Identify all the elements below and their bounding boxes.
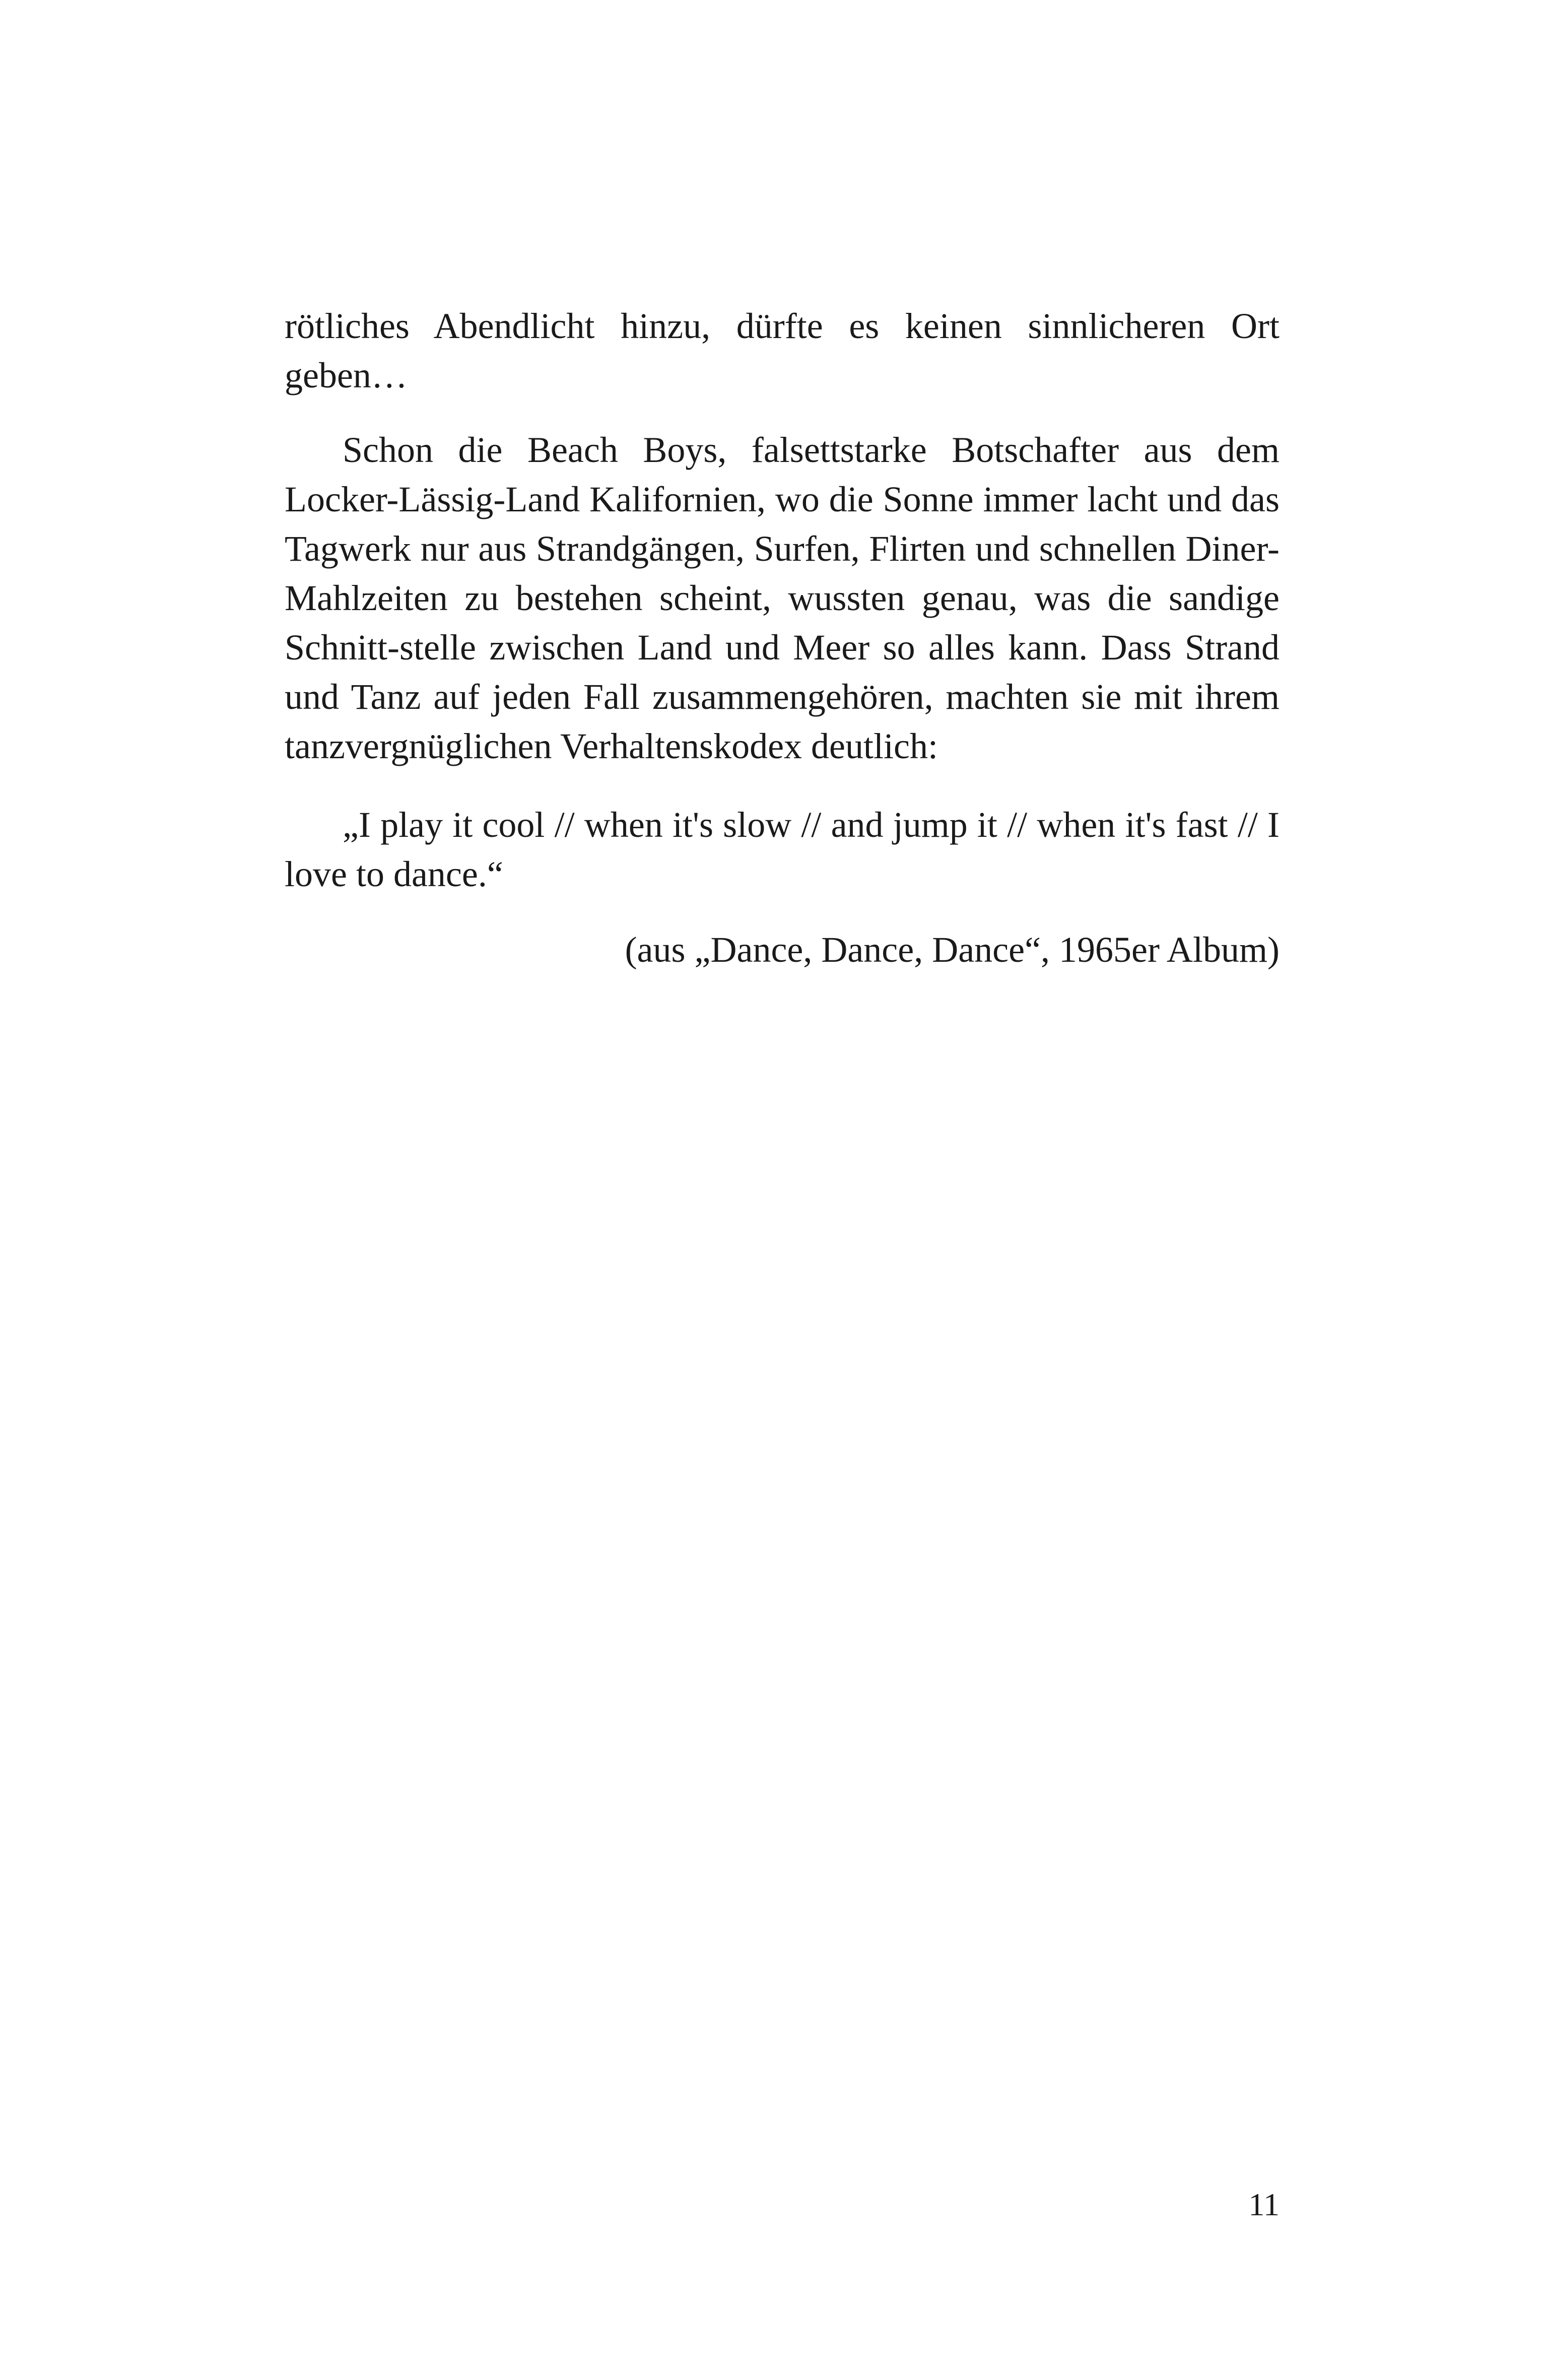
- paragraph-continuation: rötliches Abendlicht hinzu, dürfte es keinen sinnlicheren Ort geben…: [285, 306, 1280, 395]
- body-text: [285, 301, 1280, 974]
- quote-source: (aus „Dance, Dance, Dance“, 1965er Album): [625, 930, 1280, 970]
- paragraph-beach-boys: Schon die Beach Boys, falsettstarke Botschafter aus dem Locker-Lässig-Land Kalifornien, wo die Sonne immer lacht und das Tagwerk nur aus Strandgängen, Surfen, Flirten und schnellen Diner-Mahlzeiten zu bestehen scheint, wussten genau, was die sandige Schnitt-stelle zwischen Land und Meer so alles kann. Dass Strand und Tanz auf jeden Fall zusammengehören, machten sie mit ihrem tanzvergnüglichen Verhaltenskodex deutlich:: [285, 430, 1280, 766]
- page-number: 11: [1248, 2187, 1280, 2222]
- song-quote: „I play it cool // when it's slow // and jump it // when it's fast // I love to dance.“: [285, 805, 1280, 894]
